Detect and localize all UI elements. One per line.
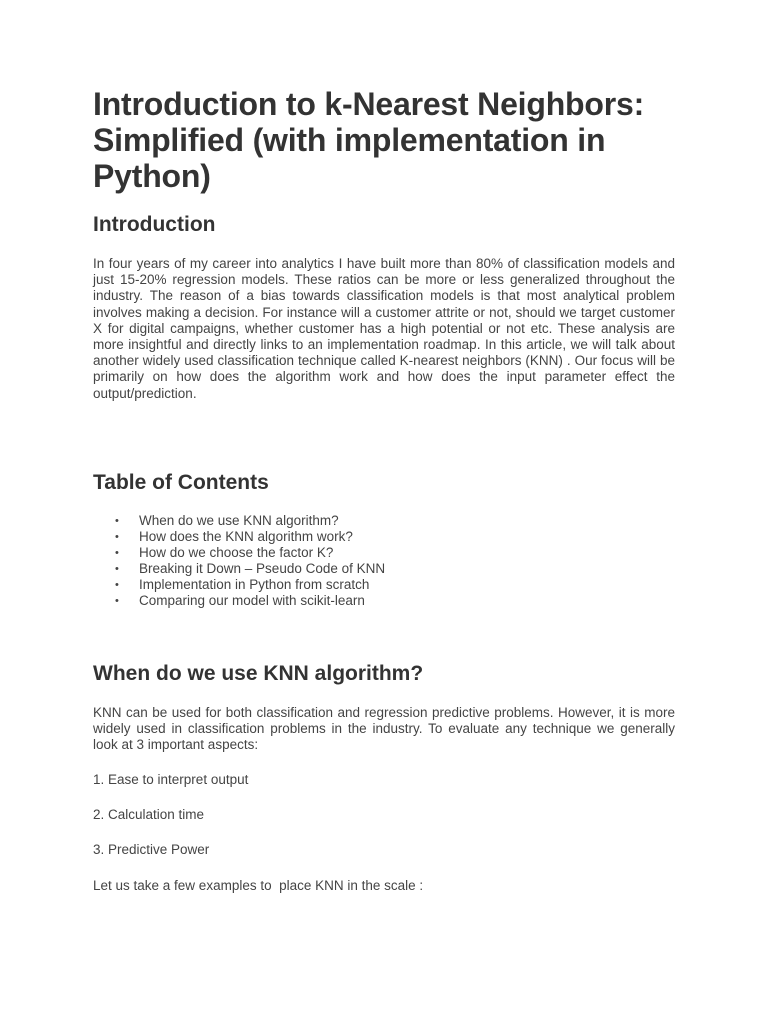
- bullet-icon: •: [115, 515, 119, 527]
- when-heading: When do we use KNN algorithm?: [93, 662, 424, 685]
- toc-item-label: When do we use KNN algorithm?: [139, 513, 339, 528]
- toc-item-label: How does the KNN algorithm work?: [139, 529, 353, 545]
- toc-item: [93, 513, 675, 529]
- toc-item: [93, 593, 675, 609]
- toc-item: [93, 529, 675, 545]
- introduction-paragraph: In four years of my career into analytics I have built more than 80% of classification models and just 15-20% regression models. These ratios can be more or less generalized throughout the industry. The reason of a bias towards classification models is that most analytical problem involves making a decision. For instance will a customer attrite or not, should we target customer X for digital campaigns, whether customer has a high potential or not etc. These analysis are more insightful and directly links to an implementation roadmap. In this article, we will talk about another widely used classification technique called K-nearest neighbors (KNN) . Our focus will be primarily on how does the algorithm work and how does the input parameter effect the output/prediction.: [93, 256, 675, 401]
- page-title: Introduction to k-Nearest Neighbors: Simplified (with implementation in Python): [93, 86, 645, 194]
- toc-item: [93, 545, 675, 561]
- toc-item-label: Implementation in Python from scratch: [139, 577, 370, 593]
- toc-item-label: Comparing our model with scikit-learn: [139, 593, 365, 609]
- closing-sentence: Let us take a few examples to place KNN in the scale :: [93, 878, 424, 893]
- toc-item-label: Breaking it Down – Pseudo Code of KNN: [139, 561, 386, 577]
- toc-item-label: How do we choose the factor K?: [139, 545, 334, 561]
- toc-item: [93, 577, 675, 593]
- introduction-heading: Introduction: [93, 213, 216, 236]
- bullet-icon: •: [115, 563, 119, 576]
- bullet-icon: •: [115, 595, 119, 608]
- bullet-icon: •: [115, 531, 119, 544]
- bullet-icon: •: [115, 579, 119, 592]
- aspect-item: 3. Predictive Power: [93, 842, 210, 857]
- aspect-item: 2. Calculation time: [93, 807, 205, 822]
- toc-heading: Table of Contents: [93, 471, 269, 494]
- toc-list: [93, 513, 675, 610]
- when-paragraph: KNN can be used for both classification and regression predictive problems. However, it is more widely used in classification problems in the industry. To evaluate any technique we generally look at 3 important aspects:: [93, 705, 675, 753]
- toc-item: [93, 561, 675, 577]
- bullet-icon: •: [115, 547, 119, 560]
- aspect-item: 1. Ease to interpret output: [93, 772, 249, 787]
